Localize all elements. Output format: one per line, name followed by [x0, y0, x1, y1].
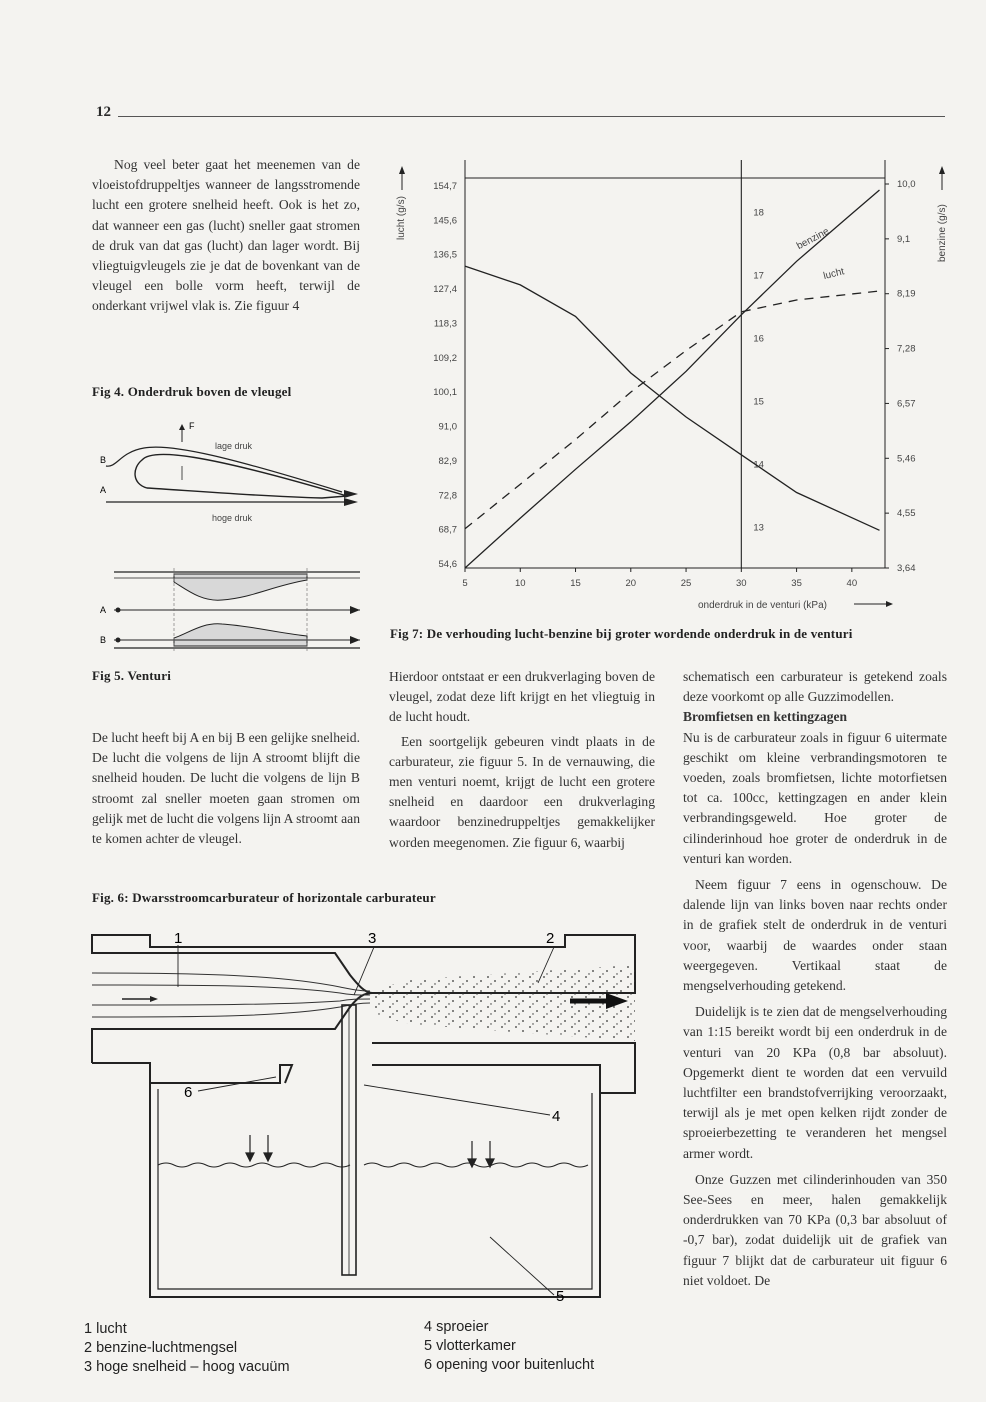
page-number: 12: [96, 104, 111, 120]
y-left-tick-label: 118,3: [433, 318, 457, 330]
series-label-benzine: benzine: [795, 225, 832, 253]
x-tick-label: 25: [680, 578, 692, 589]
y-left-tick-label: 145,6: [433, 215, 457, 227]
col3-text: [683, 667, 947, 1291]
fuel-level-right: [364, 1163, 588, 1167]
fig4-caption: Fig 4. Onderdruk boven de vleugel: [92, 384, 292, 399]
fig4-wing-diagram: [92, 418, 364, 530]
ratio-tick-label: 17: [753, 270, 764, 282]
y-left-label: lucht (g/s): [396, 196, 407, 240]
y-left-tick-label: 127,4: [433, 284, 457, 296]
y-left-tick-label: 100,1: [433, 387, 457, 399]
y-left-tick-label: 82,9: [438, 455, 457, 467]
y-left-tick-label: 109,2: [433, 352, 457, 364]
col3-paragraph-1: schematisch een carburateur is getekend zoals deze voorkomt op alle Guzzimodellen.: [683, 669, 947, 705]
col3-paragraph-2: Nu is de carburateur zoals in figuur 6 uitermate geschikt om kleine verbrandingsmotoren te voeden, zoals bromfietsen, lichte motorfietsen tot ca. 100cc, kettingzagen en ander klein verbrandingsgeweld. Hoe groter de cilinderinhoud hoe groter de onderdruk in de venturi kan worden.: [683, 729, 947, 866]
callout-1: 1: [174, 930, 183, 947]
x-tick-label: 5: [462, 578, 468, 589]
col2-text: [389, 667, 655, 853]
col3-paragraph-5: Onze Guzzen met cilinderinhouden van 350 See-Sees en meer, halen gemakkelijk onderdrukken van 70 KPa (0,3 bar absoluut of -0,7 bar), zodat duidelijk uit de grafiek van figuur 7 blijkt dat de carburateur uit figuur 6 niet voldoet. De: [683, 1171, 947, 1288]
ratio-tick-label: 15: [753, 396, 764, 408]
y-right-tick-label: 6,57: [897, 398, 916, 410]
y-right-tick-label: 8,19: [897, 288, 916, 300]
label-high-pressure: hoge druk: [212, 513, 253, 523]
fig5-caption: Fig 5. Venturi: [92, 668, 172, 683]
label-low-pressure: lage druk: [215, 441, 253, 451]
x-tick-label: 30: [736, 578, 747, 589]
x-tick-label: 20: [625, 578, 637, 589]
x-tick-label: 10: [514, 578, 526, 589]
callout-3: 3: [368, 930, 377, 947]
label-f: F: [189, 421, 195, 431]
x-label: onderdruk in de venturi (kPa): [698, 600, 827, 611]
force-arrow-head: [179, 424, 185, 430]
y-right-tick-label: 5,46: [897, 453, 916, 465]
col2-paragraph-1: Hierdoor ontstaat er een drukverlaging boven de vleugel, zodat deze lift krijgt en het vliegtuig in de lucht houdt.: [389, 669, 655, 725]
series-line-lucht: [465, 291, 880, 529]
y-right-tick-label: 3,64: [897, 563, 916, 574]
fig5-venturi-diagram: [92, 560, 364, 656]
ratio-tick-label: 18: [753, 207, 764, 219]
intro-paragraph: Nog veel beter gaat het meenemen van de vloeistofdruppeltjes wanneer de langsstromende lucht een grotere snelheid heeft. Ook is het zo, dat wanneer een gas (lucht) sneller gaat stromen de druk van dat gas (lucht) dan lager wordt. Bij vliegtuigvleugels zie je dat de bovenkant van de vleugel een bolle vorm heeft, terwijl de onderkant vrijwel vlak is. Zie figuur 4: [92, 157, 360, 314]
fig7-chart: [390, 150, 960, 620]
ratio-tick-label: 16: [753, 333, 764, 345]
fuel-level-left: [158, 1163, 350, 1167]
legend-item-1: 1 lucht: [84, 1321, 127, 1337]
callout-6: 6: [184, 1084, 193, 1101]
y-right-tick-label: 4,55: [897, 508, 916, 520]
series-label-lucht: lucht: [822, 266, 846, 283]
venturi-lower-wall: [174, 624, 307, 646]
label-b: B: [100, 455, 107, 465]
fig7-caption: Fig 7: De verhouding lucht-benzine bij groter wordende onderdruk in de venturi: [390, 626, 853, 641]
fig6-legend-left: [84, 1320, 404, 1377]
fig6-carburetor-diagram: [80, 925, 660, 1315]
col3-paragraph-3: Neem figuur 7 eens in ogenschouw. De dalende lijn van links boven naar rechts onder in de grafiek stelt de onderdruk in de venturi voor, waarbij de waardes onder staan weergegeven. Vertikaal staat de mengselverhouding getekend.: [683, 877, 947, 994]
ratio-tick-label: 13: [753, 522, 764, 534]
y-left-tick-label: 72,8: [438, 490, 457, 502]
label-a: A: [100, 485, 107, 495]
series-line-benzine: [465, 190, 880, 568]
legend-item-2: 2 benzine-luchtmengsel: [84, 1340, 238, 1356]
header-rule: [118, 116, 945, 117]
label-a: A: [100, 605, 107, 615]
pressure-arrows: [246, 1135, 494, 1167]
float-chamber: [150, 1083, 600, 1297]
y-left-tick-label: 54,6: [438, 559, 457, 570]
col1-paragraph: De lucht heeft bij A en bij B een gelijke snelheid. De lucht die volgens de lijn A stroomt blijft die snelheid houden. De lucht die volgens de lijn B stroomt zal sneller moeten gaan stromen om gelijk met de lucht die volgens lijn A stroomt aan te komen achter de vleugel.: [92, 730, 360, 847]
label-b: B: [100, 635, 107, 645]
col3-paragraph-4: Duidelijk is te zien dat de mengselverhouding van 1:15 bereikt wordt bij een onderdruk in de venturi van 20 KPa (0,8 bar absoluut). Opgemerkt dient te worden dat een vervuild luchtfilter een brandstofverrijking veroorzaakt, terwijl als je met open kelken rijdt zonder de sproeierbezetting te veranderen het mengsel armer wordt.: [683, 1004, 947, 1161]
y-left-tick-label: 136,5: [433, 249, 457, 261]
legend-item-4: 4 sproeier: [424, 1319, 489, 1335]
ratio-tick-label: 14: [753, 459, 764, 471]
callout-2: 2: [546, 930, 555, 947]
wing-profile: [135, 454, 347, 498]
carb-lower-body-right: [372, 1043, 635, 1093]
legend-item-6: 6 opening voor buitenlucht: [424, 1357, 595, 1373]
fig6-legend-right: [424, 1318, 664, 1375]
y-left-tick-label: 154,7: [433, 181, 457, 192]
y-right-tick-label: 9,1: [897, 233, 911, 245]
x-tick-label: 40: [846, 578, 858, 589]
y-right-label: benzine (g/s): [937, 204, 948, 262]
carb-lower-body-left: [92, 993, 372, 1063]
y-right-tick-label: 7,28: [897, 343, 916, 355]
fig6-caption: Fig. 6: Dwarsstroomcarburateur of horizontale carburateur: [92, 890, 436, 905]
legend-item-3: 3 hoge snelheid – hoog vacuüm: [84, 1359, 290, 1375]
y-right-tick-label: 10,0: [897, 179, 916, 190]
x-tick-label: 15: [570, 578, 581, 589]
callout-5: 5: [556, 1288, 565, 1305]
col2-paragraph-2: Een soortgelijk gebeuren vindt plaats in de carburateur, zie figuur 5. In de vernauwing, die men venturi noemt, krijgt de lucht een grotere snelheid en daardoor een drukverlaging waardoor benzinedruppeltjes gemakkelijker worden meegenomen. Zie figuur 6, waarbij: [389, 733, 655, 850]
legend-item-5: 5 vlotterkamer: [424, 1338, 516, 1354]
x-tick-label: 35: [791, 578, 802, 589]
callout-4: 4: [552, 1108, 561, 1125]
y-left-tick-label: 91,0: [438, 421, 457, 433]
series-line-verhouding: [465, 266, 880, 530]
col3-heading: Bromfietsen en kettingzagen: [683, 709, 847, 725]
y-left-tick-label: 68,7: [438, 524, 457, 536]
